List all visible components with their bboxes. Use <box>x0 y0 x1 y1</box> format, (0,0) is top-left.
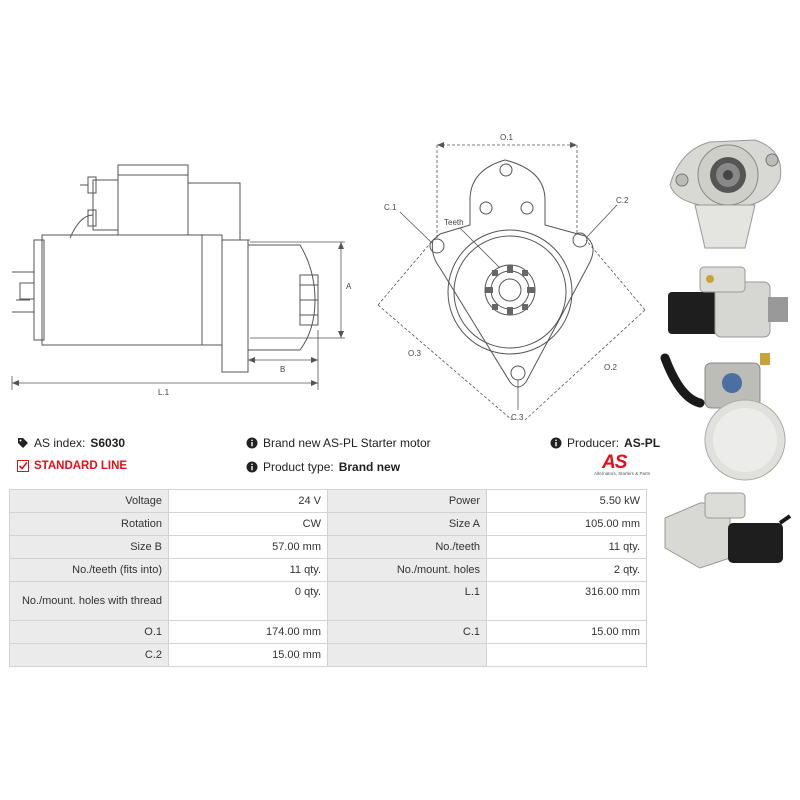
producer-label: Producer: <box>567 436 620 450</box>
spec-key: Size B <box>10 536 169 559</box>
spec-value <box>487 644 647 667</box>
product-photo-iso[interactable] <box>660 488 795 578</box>
as-index-row <box>17 436 125 450</box>
standard-line-label: STANDARD LINE <box>34 460 128 472</box>
product-type-value: Brand new <box>338 460 401 474</box>
spec-key: Power <box>328 490 487 513</box>
spec-key <box>328 644 487 667</box>
table-row <box>10 621 647 644</box>
logo-tagline: Alternators, Starters & Parts <box>594 471 651 476</box>
logo-mark: AS <box>602 452 627 473</box>
dim-label-b: B <box>280 365 286 374</box>
producer-row <box>550 436 660 450</box>
table-row <box>10 644 647 667</box>
table-row <box>10 490 647 513</box>
table-row <box>10 559 647 582</box>
side-view-drawing <box>0 150 370 400</box>
spec-key: No./teeth (fits into) <box>10 559 169 582</box>
spec-key: No./mount. holes with thread <box>10 582 169 621</box>
spec-key: C.2 <box>10 644 169 667</box>
spec-key: Voltage <box>10 490 169 513</box>
spec-value: CW <box>169 513 328 536</box>
product-photo-front[interactable] <box>660 130 795 255</box>
spec-value: 15.00 mm <box>169 644 328 667</box>
as-pl-logo <box>594 452 654 480</box>
dim-label-c2: C.2 <box>616 196 629 205</box>
spec-key: O.1 <box>10 621 169 644</box>
table-row <box>10 536 647 559</box>
spec-value: 105.00 mm <box>487 513 647 536</box>
as-index-label: AS index: <box>34 436 86 450</box>
spec-key: L.1 <box>328 582 487 621</box>
producer-value: AS-PL <box>624 436 661 450</box>
spec-value: 2 qty. <box>487 559 647 582</box>
spec-value: 316.00 mm <box>487 582 647 621</box>
dim-label-c3: C.3 <box>511 413 524 422</box>
front-view-drawing <box>370 125 660 425</box>
dim-label-a: A <box>346 282 352 291</box>
spec-value: 15.00 mm <box>487 621 647 644</box>
spec-key: Rotation <box>10 513 169 536</box>
spec-value: 24 V <box>169 490 328 513</box>
dim-label-c1: C.1 <box>384 203 397 212</box>
dim-label-o1: O.1 <box>500 133 513 142</box>
dim-label-teeth: Teeth <box>444 218 464 227</box>
spec-key: No./teeth <box>328 536 487 559</box>
info-icon <box>550 437 562 449</box>
spec-key: No./mount. holes <box>328 559 487 582</box>
product-type-label: Product type: <box>263 460 334 474</box>
spec-key: Size A <box>328 513 487 536</box>
spec-key: C.1 <box>328 621 487 644</box>
info-icon <box>246 461 258 473</box>
description-text: Brand new AS-PL Starter motor <box>263 436 431 450</box>
dim-label-o2: O.2 <box>604 363 617 372</box>
spec-value: 57.00 mm <box>169 536 328 559</box>
spec-value: 174.00 mm <box>169 621 328 644</box>
spec-value: 0 qty. <box>169 582 328 621</box>
standard-line-row <box>17 460 127 472</box>
as-index-value: S6030 <box>90 436 126 450</box>
spec-value: 11 qty. <box>169 559 328 582</box>
product-photo-rear[interactable] <box>660 348 795 483</box>
dim-label-l1: L.1 <box>158 388 170 397</box>
product-type-row <box>246 460 400 474</box>
info-icon <box>246 437 258 449</box>
table-row <box>10 582 647 621</box>
spec-value: 5.50 kW <box>487 490 647 513</box>
spec-table <box>9 489 647 667</box>
table-row <box>10 513 647 536</box>
spec-value: 11 qty. <box>487 536 647 559</box>
product-photo-side[interactable] <box>660 262 795 342</box>
tag-icon <box>17 437 29 449</box>
checkbox-checked-icon <box>17 460 29 472</box>
description-row <box>246 436 431 450</box>
dim-label-o3: O.3 <box>408 349 421 358</box>
